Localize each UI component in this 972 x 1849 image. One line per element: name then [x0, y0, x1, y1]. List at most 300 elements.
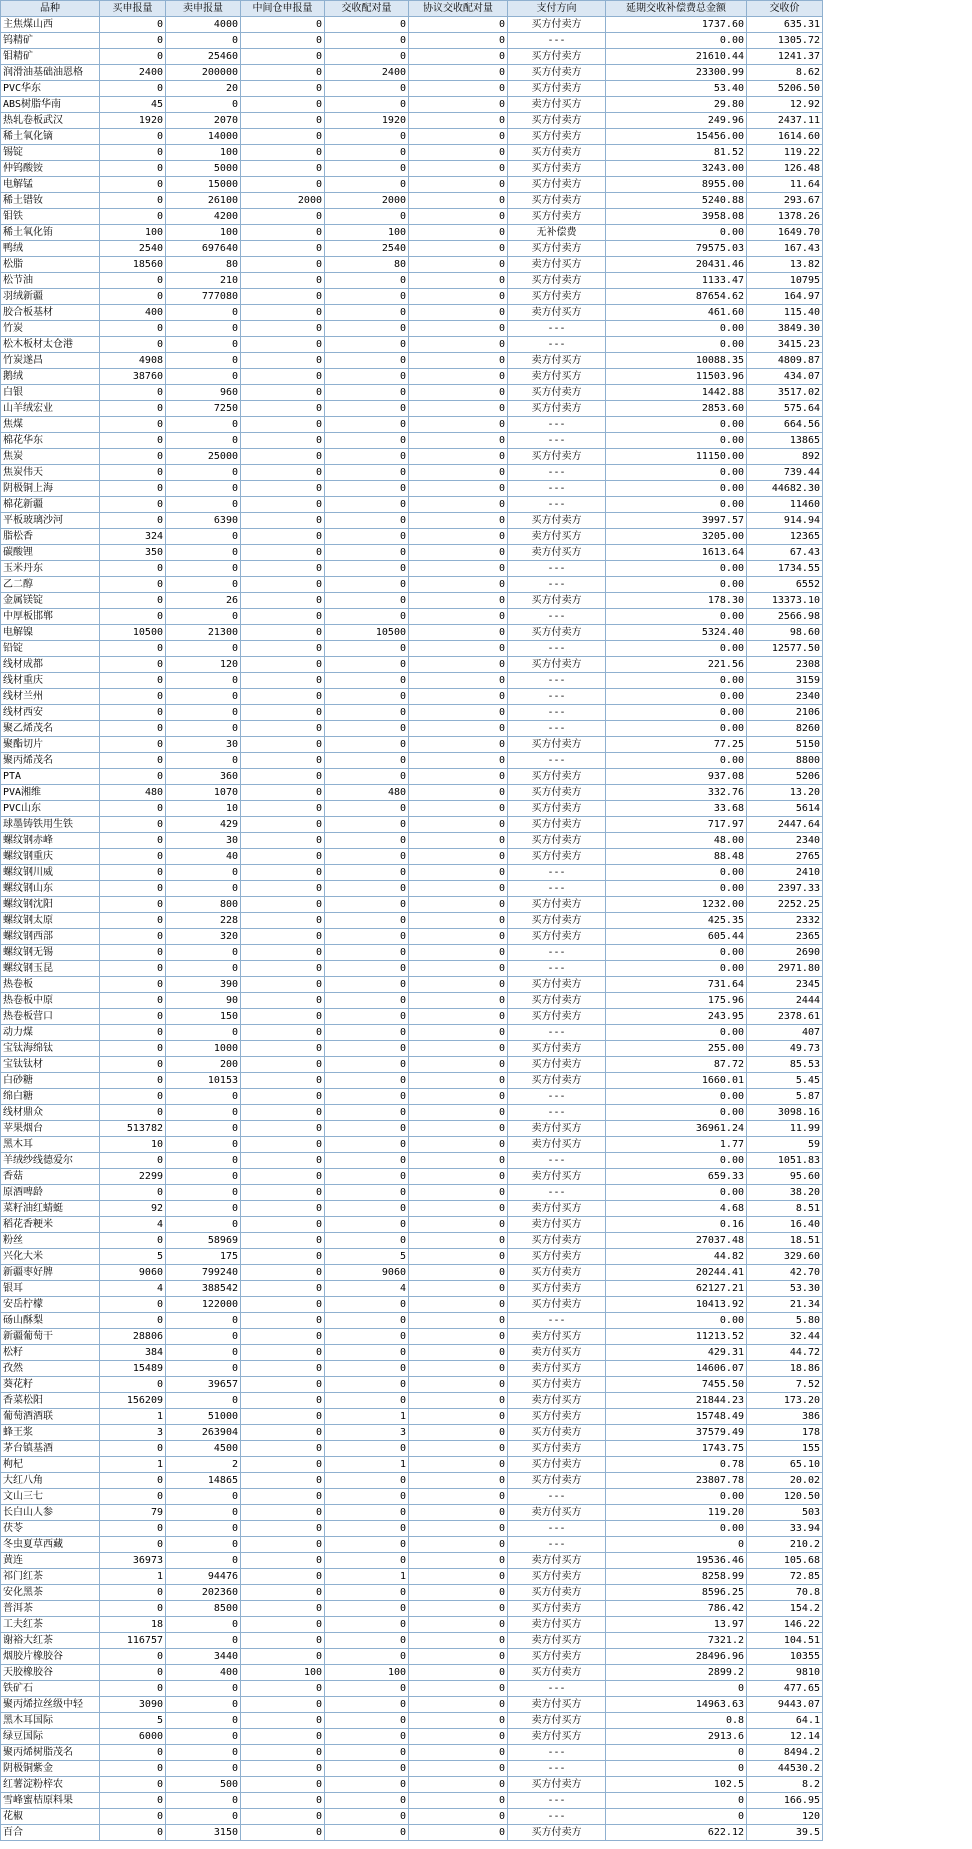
table-row	[1, 321, 823, 337]
product-cell: 原酒啤龄	[1, 1185, 100, 1201]
sell-declared-cell: 14865	[166, 1473, 241, 1489]
settlement-price-cell: 386	[747, 1409, 823, 1425]
table-row	[1, 1809, 823, 1825]
sell-declared-cell: 0	[166, 1201, 241, 1217]
settlement-price-cell: 120	[747, 1809, 823, 1825]
buy-declared-cell: 0	[100, 593, 166, 609]
compensation-cell: 0.00	[606, 433, 747, 449]
table-row	[1, 1745, 823, 1761]
payment-direction-cell: ---	[508, 881, 606, 897]
table-row	[1, 897, 823, 913]
matched-cell: 0	[325, 1793, 409, 1809]
matched-cell: 0	[325, 1329, 409, 1345]
table-row	[1, 1777, 823, 1793]
payment-direction-cell: 买方付卖方	[508, 113, 606, 129]
product-cell: 香菇	[1, 1169, 100, 1185]
payment-direction-cell: 买方付卖方	[508, 1825, 606, 1841]
settlement-price-cell: 477.65	[747, 1681, 823, 1697]
product-cell: 电解锰	[1, 177, 100, 193]
intermediate-cell: 0	[241, 1809, 325, 1825]
sell-declared-cell: 0	[166, 1313, 241, 1329]
compensation-cell: 0.00	[606, 33, 747, 49]
settlement-price-cell: 8.51	[747, 1201, 823, 1217]
settlement-price-cell: 5206.50	[747, 81, 823, 97]
product-cell: 祁门红茶	[1, 1569, 100, 1585]
table-row	[1, 833, 823, 849]
matched-cell: 1	[325, 1569, 409, 1585]
settlement-price-cell: 98.60	[747, 625, 823, 641]
agreement-matched-cell: 0	[409, 1665, 508, 1681]
table-row	[1, 113, 823, 129]
agreement-matched-cell: 0	[409, 225, 508, 241]
sell-declared-cell: 0	[166, 417, 241, 433]
sell-declared-cell: 429	[166, 817, 241, 833]
matched-cell: 0	[325, 1041, 409, 1057]
settlement-price-cell: 167.43	[747, 241, 823, 257]
agreement-matched-cell: 0	[409, 1073, 508, 1089]
intermediate-cell: 0	[241, 1025, 325, 1041]
matched-cell: 0	[325, 1441, 409, 1457]
settlement-price-cell: 164.97	[747, 289, 823, 305]
matched-cell: 0	[325, 497, 409, 513]
product-cell: 热卷板	[1, 977, 100, 993]
buy-declared-cell: 0	[100, 1793, 166, 1809]
product-cell: 新疆葡萄干	[1, 1329, 100, 1345]
table-row	[1, 353, 823, 369]
compensation-cell: 33.68	[606, 801, 747, 817]
compensation-cell: 1232.00	[606, 897, 747, 913]
matched-cell: 100	[325, 1665, 409, 1681]
settlement-price-cell: 70.8	[747, 1585, 823, 1601]
agreement-matched-cell: 0	[409, 497, 508, 513]
compensation-cell: 8596.25	[606, 1585, 747, 1601]
product-cell: 仲钨酸铵	[1, 161, 100, 177]
sell-declared-cell: 0	[166, 641, 241, 657]
table-row	[1, 1665, 823, 1681]
product-cell: 铁矿石	[1, 1681, 100, 1697]
buy-declared-cell: 2299	[100, 1169, 166, 1185]
product-cell: 竹炭	[1, 321, 100, 337]
product-cell: 螺纹钢川威	[1, 865, 100, 881]
table-row	[1, 1441, 823, 1457]
payment-direction-cell: ---	[508, 1745, 606, 1761]
product-cell: 松籽	[1, 1345, 100, 1361]
product-cell: 焦炭	[1, 449, 100, 465]
agreement-matched-cell: 0	[409, 1793, 508, 1809]
agreement-matched-cell: 0	[409, 1649, 508, 1665]
intermediate-cell: 0	[241, 1505, 325, 1521]
agreement-matched-cell: 0	[409, 897, 508, 913]
table-row	[1, 977, 823, 993]
compensation-cell: 0.00	[606, 689, 747, 705]
product-cell: 枸杞	[1, 1457, 100, 1473]
intermediate-cell: 0	[241, 1041, 325, 1057]
table-row	[1, 1649, 823, 1665]
agreement-matched-cell: 0	[409, 769, 508, 785]
matched-cell: 0	[325, 1473, 409, 1489]
intermediate-cell: 0	[241, 513, 325, 529]
sell-declared-cell: 51000	[166, 1409, 241, 1425]
agreement-matched-cell: 0	[409, 1329, 508, 1345]
agreement-matched-cell: 0	[409, 529, 508, 545]
sell-declared-cell: 0	[166, 961, 241, 977]
matched-cell: 0	[325, 97, 409, 113]
agreement-matched-cell: 0	[409, 1121, 508, 1137]
intermediate-cell: 0	[241, 897, 325, 913]
buy-declared-cell: 0	[100, 1681, 166, 1697]
intermediate-cell: 0	[241, 769, 325, 785]
sell-declared-cell: 360	[166, 769, 241, 785]
table-row	[1, 961, 823, 977]
compensation-cell: 15456.00	[606, 129, 747, 145]
payment-direction-cell: ---	[508, 609, 606, 625]
product-cell: 竹炭遂昌	[1, 353, 100, 369]
matched-cell: 0	[325, 609, 409, 625]
product-cell: 天胶橡胶谷	[1, 1665, 100, 1681]
agreement-matched-cell: 0	[409, 241, 508, 257]
intermediate-cell: 0	[241, 225, 325, 241]
sell-declared-cell: 0	[166, 1553, 241, 1569]
table-row	[1, 129, 823, 145]
table-row	[1, 721, 823, 737]
payment-direction-cell: 卖方付买方	[508, 1169, 606, 1185]
compensation-cell: 0.00	[606, 945, 747, 961]
intermediate-cell: 0	[241, 1265, 325, 1281]
settlement-price-cell: 11.64	[747, 177, 823, 193]
buy-declared-cell: 0	[100, 433, 166, 449]
payment-direction-cell: 买方付卖方	[508, 913, 606, 929]
buy-declared-cell: 0	[100, 1153, 166, 1169]
intermediate-cell: 0	[241, 1297, 325, 1313]
buy-declared-cell: 3090	[100, 1697, 166, 1713]
buy-declared-cell: 0	[100, 1665, 166, 1681]
sell-declared-cell: 777080	[166, 289, 241, 305]
table-row	[1, 193, 823, 209]
payment-direction-cell: ---	[508, 33, 606, 49]
compensation-cell: 1737.60	[606, 17, 747, 33]
intermediate-cell: 0	[241, 1521, 325, 1537]
compensation-cell: 659.33	[606, 1169, 747, 1185]
sell-declared-cell: 0	[166, 1121, 241, 1137]
compensation-cell: 0.00	[606, 481, 747, 497]
sell-declared-cell: 0	[166, 33, 241, 49]
payment-direction-cell: ---	[508, 673, 606, 689]
table-row	[1, 209, 823, 225]
buy-declared-cell: 0	[100, 657, 166, 673]
product-cell: 工夫红茶	[1, 1617, 100, 1633]
payment-direction-cell: 买方付卖方	[508, 161, 606, 177]
intermediate-cell: 0	[241, 1617, 325, 1633]
buy-declared-cell: 0	[100, 1649, 166, 1665]
sell-declared-cell: 0	[166, 609, 241, 625]
settlement-price-cell: 892	[747, 449, 823, 465]
payment-direction-cell: 卖方付买方	[508, 1713, 606, 1729]
buy-declared-cell: 0	[100, 561, 166, 577]
payment-direction-cell: 买方付卖方	[508, 1377, 606, 1393]
payment-direction-cell: ---	[508, 433, 606, 449]
matched-cell: 1920	[325, 113, 409, 129]
agreement-matched-cell: 0	[409, 721, 508, 737]
payment-direction-cell: 无补偿费	[508, 225, 606, 241]
intermediate-cell: 100	[241, 1665, 325, 1681]
compensation-cell: 44.82	[606, 1249, 747, 1265]
buy-declared-cell: 513782	[100, 1121, 166, 1137]
agreement-matched-cell: 0	[409, 1009, 508, 1025]
compensation-cell: 0.00	[606, 673, 747, 689]
product-cell: 山羊绒宏业	[1, 401, 100, 417]
product-cell: 电解镍	[1, 625, 100, 641]
compensation-cell: 8955.00	[606, 177, 747, 193]
matched-cell: 0	[325, 513, 409, 529]
buy-declared-cell: 400	[100, 305, 166, 321]
product-cell: 红薯淀粉梓农	[1, 1777, 100, 1793]
buy-declared-cell: 0	[100, 417, 166, 433]
sell-declared-cell: 0	[166, 1745, 241, 1761]
buy-declared-cell: 0	[100, 945, 166, 961]
agreement-matched-cell: 0	[409, 1825, 508, 1841]
payment-direction-cell: ---	[508, 337, 606, 353]
sell-declared-cell: 228	[166, 913, 241, 929]
payment-direction-cell: 买方付卖方	[508, 1057, 606, 1073]
matched-cell: 0	[325, 1713, 409, 1729]
table-row	[1, 1281, 823, 1297]
payment-direction-cell: 买方付卖方	[508, 977, 606, 993]
buy-declared-cell: 0	[100, 865, 166, 881]
settlement-price-cell: 12365	[747, 529, 823, 545]
matched-cell: 0	[325, 1153, 409, 1169]
buy-declared-cell: 0	[100, 49, 166, 65]
table-row	[1, 689, 823, 705]
matched-cell: 0	[325, 1377, 409, 1393]
sell-declared-cell: 0	[166, 561, 241, 577]
payment-direction-cell: ---	[508, 1809, 606, 1825]
product-cell: 苹果烟台	[1, 1121, 100, 1137]
settlement-price-cell: 2252.25	[747, 897, 823, 913]
buy-declared-cell: 0	[100, 849, 166, 865]
sell-declared-cell: 799240	[166, 1265, 241, 1281]
sell-declared-cell: 0	[166, 529, 241, 545]
sell-declared-cell: 90	[166, 993, 241, 1009]
intermediate-cell: 0	[241, 1249, 325, 1265]
settlement-price-cell: 105.68	[747, 1553, 823, 1569]
agreement-matched-cell: 0	[409, 1761, 508, 1777]
buy-declared-cell: 45	[100, 97, 166, 113]
agreement-matched-cell: 0	[409, 1425, 508, 1441]
settlement-price-cell: 2410	[747, 865, 823, 881]
intermediate-cell: 0	[241, 177, 325, 193]
settlement-price-cell: 13.82	[747, 257, 823, 273]
buy-declared-cell: 3	[100, 1425, 166, 1441]
table-row	[1, 257, 823, 273]
table-row	[1, 289, 823, 305]
table-row	[1, 337, 823, 353]
product-cell: 松节油	[1, 273, 100, 289]
intermediate-cell: 0	[241, 849, 325, 865]
buy-declared-cell: 1920	[100, 113, 166, 129]
intermediate-cell: 0	[241, 1601, 325, 1617]
intermediate-cell: 0	[241, 209, 325, 225]
payment-direction-cell: 卖方付买方	[508, 1633, 606, 1649]
buy-declared-cell: 0	[100, 177, 166, 193]
intermediate-cell: 0	[241, 1073, 325, 1089]
product-cell: 线材成都	[1, 657, 100, 673]
compensation-cell: 429.31	[606, 1345, 747, 1361]
product-cell: 金属镁锭	[1, 593, 100, 609]
settlement-price-cell: 64.1	[747, 1713, 823, 1729]
agreement-matched-cell: 0	[409, 33, 508, 49]
payment-direction-cell: 买方付卖方	[508, 817, 606, 833]
settlement-price-cell: 3098.16	[747, 1105, 823, 1121]
payment-direction-cell: 卖方付买方	[508, 353, 606, 369]
product-cell: 安岳柠檬	[1, 1297, 100, 1313]
agreement-matched-cell: 0	[409, 817, 508, 833]
table-row	[1, 1249, 823, 1265]
product-cell: 螺纹钢无锡	[1, 945, 100, 961]
agreement-matched-cell: 0	[409, 433, 508, 449]
intermediate-cell: 0	[241, 81, 325, 97]
intermediate-cell: 0	[241, 721, 325, 737]
matched-cell: 0	[325, 1537, 409, 1553]
matched-cell: 0	[325, 1009, 409, 1025]
table-row	[1, 1313, 823, 1329]
compensation-cell: 243.95	[606, 1009, 747, 1025]
sell-declared-cell: 25460	[166, 49, 241, 65]
sell-declared-cell: 4200	[166, 209, 241, 225]
agreement-matched-cell: 0	[409, 129, 508, 145]
buy-declared-cell: 0	[100, 833, 166, 849]
product-cell: 冬虫夏草西藏	[1, 1537, 100, 1553]
product-cell: 螺纹钢山东	[1, 881, 100, 897]
product-cell: 铅锭	[1, 641, 100, 657]
buy-declared-cell: 1	[100, 1409, 166, 1425]
intermediate-cell: 0	[241, 817, 325, 833]
agreement-matched-cell: 0	[409, 369, 508, 385]
table-row	[1, 1793, 823, 1809]
matched-cell: 0	[325, 945, 409, 961]
matched-cell: 0	[325, 1217, 409, 1233]
sell-declared-cell: 0	[166, 497, 241, 513]
sell-declared-cell: 0	[166, 337, 241, 353]
product-cell: 玉米丹东	[1, 561, 100, 577]
payment-direction-cell: ---	[508, 641, 606, 657]
intermediate-cell: 0	[241, 641, 325, 657]
payment-direction-cell: 买方付卖方	[508, 593, 606, 609]
buy-declared-cell: 0	[100, 577, 166, 593]
matched-cell: 0	[325, 1105, 409, 1121]
compensation-cell: 1743.75	[606, 1441, 747, 1457]
intermediate-cell: 0	[241, 1409, 325, 1425]
payment-direction-cell: 卖方付买方	[508, 1121, 606, 1137]
sell-declared-cell: 25000	[166, 449, 241, 465]
matched-cell: 0	[325, 1697, 409, 1713]
product-cell: 黑木耳国际	[1, 1713, 100, 1729]
agreement-matched-cell: 0	[409, 913, 508, 929]
compensation-cell: 10413.92	[606, 1297, 747, 1313]
matched-cell: 0	[325, 753, 409, 769]
settlement-price-cell: 13.20	[747, 785, 823, 801]
buy-declared-cell: 350	[100, 545, 166, 561]
sell-declared-cell: 960	[166, 385, 241, 401]
matched-cell: 0	[325, 1393, 409, 1409]
buy-declared-cell: 0	[100, 705, 166, 721]
settlement-price-cell: 2340	[747, 689, 823, 705]
product-cell: 中厚板邯郸	[1, 609, 100, 625]
table-row	[1, 929, 823, 945]
sell-declared-cell: 0	[166, 865, 241, 881]
compensation-cell: 0.78	[606, 1457, 747, 1473]
sell-declared-cell: 10	[166, 801, 241, 817]
settlement-price-cell: 1051.83	[747, 1153, 823, 1169]
compensation-cell: 21844.23	[606, 1393, 747, 1409]
table-row	[1, 273, 823, 289]
product-cell: 百合	[1, 1825, 100, 1841]
sell-declared-cell: 0	[166, 1521, 241, 1537]
payment-direction-cell: 买方付卖方	[508, 273, 606, 289]
product-cell: 热卷板营口	[1, 1009, 100, 1025]
intermediate-cell: 0	[241, 1729, 325, 1745]
col-header-intermediate: 中间仓申报量	[241, 1, 325, 17]
table-row	[1, 1697, 823, 1713]
settlement-price-cell: 503	[747, 1505, 823, 1521]
sell-declared-cell: 30	[166, 833, 241, 849]
intermediate-cell: 0	[241, 593, 325, 609]
payment-direction-cell: ---	[508, 1105, 606, 1121]
intermediate-cell: 0	[241, 1681, 325, 1697]
settlement-price-cell: 16.40	[747, 1217, 823, 1233]
matched-cell: 0	[325, 545, 409, 561]
table-row	[1, 1633, 823, 1649]
sell-declared-cell: 21300	[166, 625, 241, 641]
product-cell: 螺纹钢重庆	[1, 849, 100, 865]
product-cell: 文山三七	[1, 1489, 100, 1505]
product-cell: 线材重庆	[1, 673, 100, 689]
table-row	[1, 433, 823, 449]
matched-cell: 0	[325, 1137, 409, 1153]
agreement-matched-cell: 0	[409, 145, 508, 161]
sell-declared-cell: 0	[166, 1025, 241, 1041]
buy-declared-cell: 0	[100, 1761, 166, 1777]
compensation-cell: 0	[606, 1793, 747, 1809]
sell-declared-cell: 0	[166, 705, 241, 721]
intermediate-cell: 0	[241, 417, 325, 433]
intermediate-cell: 0	[241, 753, 325, 769]
payment-direction-cell: ---	[508, 1089, 606, 1105]
settlement-price-cell: 914.94	[747, 513, 823, 529]
compensation-cell: 87654.62	[606, 289, 747, 305]
matched-cell: 0	[325, 929, 409, 945]
agreement-matched-cell: 0	[409, 481, 508, 497]
payment-direction-cell: 卖方付买方	[508, 1729, 606, 1745]
intermediate-cell: 0	[241, 1825, 325, 1841]
sell-declared-cell: 100	[166, 225, 241, 241]
buy-declared-cell: 0	[100, 1825, 166, 1841]
payment-direction-cell: 买方付卖方	[508, 737, 606, 753]
compensation-cell: 0.00	[606, 1153, 747, 1169]
product-cell: 茅台镇基酒	[1, 1441, 100, 1457]
matched-cell: 0	[325, 1489, 409, 1505]
intermediate-cell: 0	[241, 1569, 325, 1585]
agreement-matched-cell: 0	[409, 1345, 508, 1361]
intermediate-cell: 0	[241, 785, 325, 801]
matched-cell: 0	[325, 145, 409, 161]
agreement-matched-cell: 0	[409, 1617, 508, 1633]
intermediate-cell: 0	[241, 1553, 325, 1569]
table-row	[1, 657, 823, 673]
intermediate-cell: 0	[241, 1185, 325, 1201]
sell-declared-cell: 26	[166, 593, 241, 609]
table-row	[1, 625, 823, 641]
payment-direction-cell: 买方付卖方	[508, 769, 606, 785]
